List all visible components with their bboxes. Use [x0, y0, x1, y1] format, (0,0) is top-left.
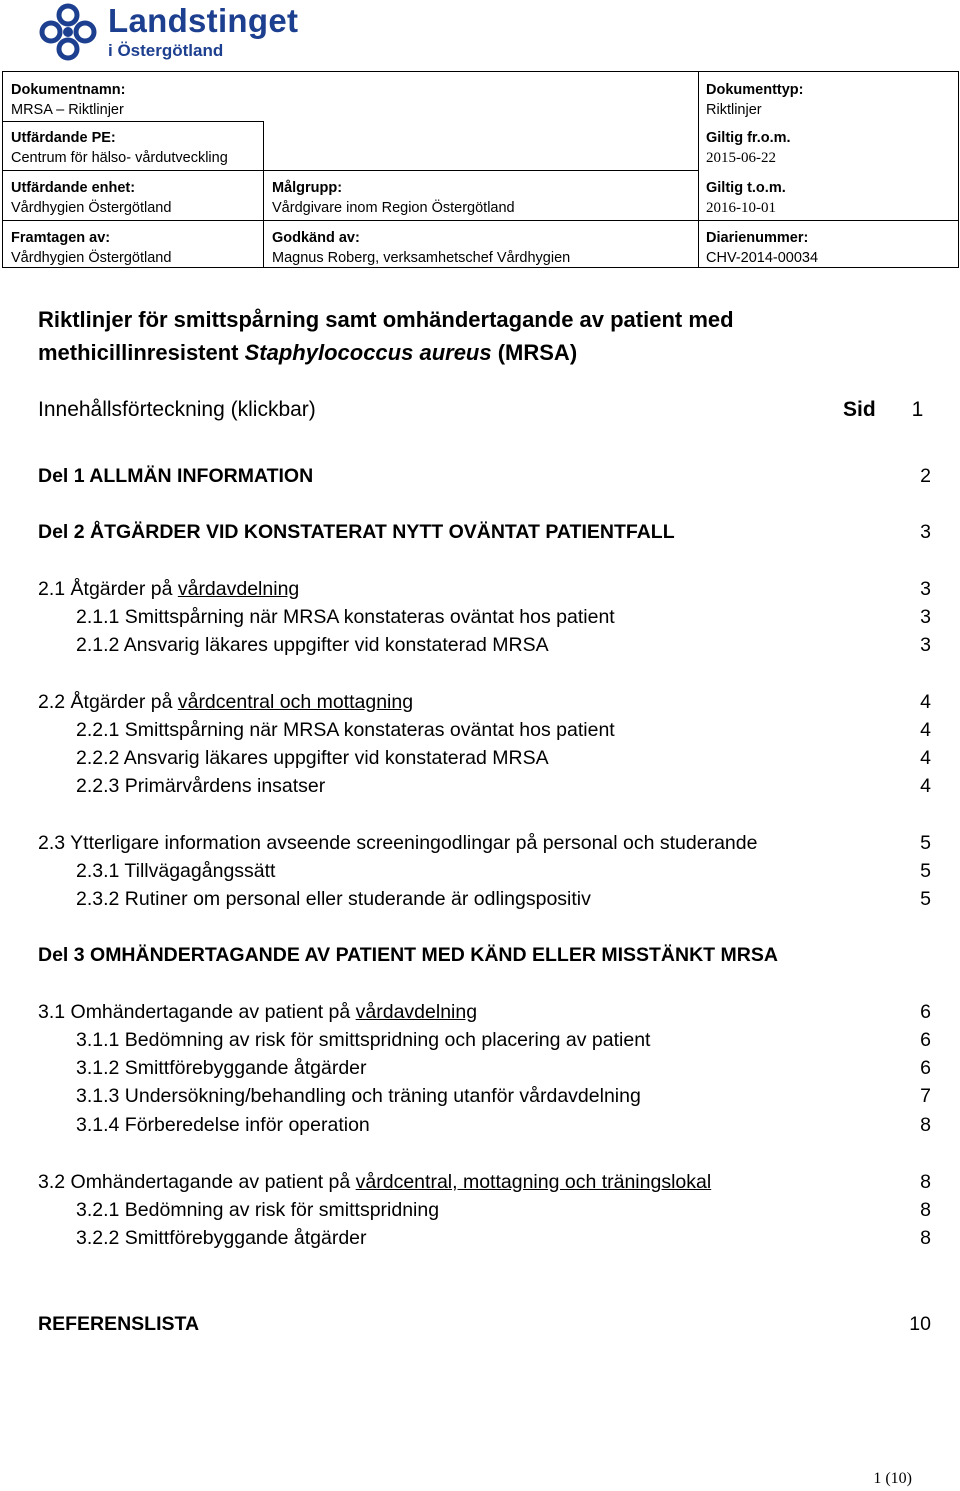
toc-entry-label: 2.2.1 Smittspårning när MRSA konstateras oväntat hos patient	[76, 719, 615, 741]
toc-entry-page: 8	[920, 1114, 931, 1136]
toc-entry-page: 4	[920, 775, 931, 797]
toc-entry-page: 8	[920, 1227, 931, 1249]
toc-entry-label: 3.1.4 Förberedelse inför operation	[76, 1114, 370, 1136]
toc-entry[interactable]	[76, 1197, 439, 1223]
toc-entry-page: 3	[920, 521, 931, 543]
toc-entry[interactable]	[76, 745, 549, 771]
toc-entry[interactable]	[38, 1311, 199, 1337]
toc-entry[interactable]	[76, 886, 591, 912]
toc-entry-label: REFERENSLISTA	[38, 1313, 200, 1335]
toc-entry-label: 2.2.2 Ansvarig läkares uppgifter vid konstaterad MRSA	[76, 747, 549, 769]
toc-entry[interactable]	[76, 1055, 367, 1081]
toc-entry-label: 3.2 Omhändertagande av patient på	[38, 1171, 356, 1193]
framtagen-label: Framtagen av:	[11, 230, 111, 246]
giltig-from-label: Giltig fr.o.m.	[706, 130, 791, 146]
utfardande-enhet-cell	[11, 178, 171, 218]
title-line-2-italic: Staphylococcus aureus	[244, 340, 492, 365]
toc-entry[interactable]	[76, 858, 275, 884]
toc-entry-link[interactable]: vårdavdelning	[355, 1001, 478, 1023]
toc-entry-page: 6	[920, 1001, 931, 1023]
utfardande-enhet-label: Utfärdande enhet:	[11, 180, 136, 196]
toc-entry-label: 3.1.3 Undersökning/behandling och träning utanför vårdavdelning	[76, 1085, 641, 1107]
toc-entry-label: 2.1.2 Ansvarig läkares uppgifter vid konstaterad MRSA	[76, 634, 549, 656]
title-line-1: Riktlinjer för smittspårning samt omhändertagande av patient med	[38, 307, 734, 332]
title-line-2-suffix: (MRSA)	[491, 340, 578, 365]
toc-sid-label: Sid	[843, 398, 876, 421]
toc-entry-label: 3.1 Omhändertagande av patient på	[38, 1001, 356, 1023]
toc-entry[interactable]	[38, 519, 675, 545]
toc-entry-label: Del 2 ÅTGÄRDER VID KONSTATERAT NYTT OVÄNTAT PATIENTFALL	[38, 521, 675, 543]
giltig-from-cell	[706, 128, 791, 168]
godkand-cell	[272, 228, 570, 268]
toc-entry-label: 2.3 Ytterligare information avseende screeningodlingar på personal och studerande	[38, 832, 758, 854]
toc-sid-value: 1	[911, 398, 924, 421]
document-title	[38, 303, 918, 369]
toc-sid	[843, 398, 923, 422]
utfardande-pe-value: Centrum för hälso- vårdutveckling	[11, 150, 228, 166]
giltig-from-value: 2015-06-22	[706, 150, 776, 166]
toc-entry[interactable]	[38, 1169, 711, 1195]
toc-entry-link[interactable]: vårdcentral och mottagning	[177, 691, 414, 713]
dokumentnamn-cell	[11, 80, 125, 120]
giltig-tom-label: Giltig t.o.m.	[706, 180, 786, 196]
toc-entry-page: 3	[920, 606, 931, 628]
toc-entry[interactable]	[76, 1083, 641, 1109]
toc-entry-label: 2.1.1 Smittspårning när MRSA konstateras oväntat hos patient	[76, 606, 615, 628]
toc-entry[interactable]	[38, 463, 313, 489]
toc-entry-label: 3.1.2 Smittförebyggande åtgärder	[76, 1057, 367, 1079]
title-line-2	[38, 336, 918, 369]
logo-subname: i Östergötland	[108, 41, 224, 60]
toc-heading: Innehållsförteckning (klickbar)	[38, 398, 316, 421]
diarienummer-cell	[706, 228, 818, 268]
toc-entry-page: 4	[920, 719, 931, 741]
toc-entry[interactable]	[38, 689, 413, 715]
toc-entry-label: 2.2 Åtgärder på	[38, 691, 178, 713]
toc-entry[interactable]	[76, 632, 549, 658]
toc-entry[interactable]	[76, 604, 615, 630]
toc-entry-label: 2.3.1 Tillvägagångssätt	[76, 860, 276, 882]
godkand-value: Magnus Roberg, verksamhetschef Vårdhygien	[272, 250, 571, 266]
toc-entry-link[interactable]: vårdavdelning	[177, 578, 300, 600]
toc-entry-page: 4	[920, 691, 931, 713]
toc-entry-label: Del 1 ALLMÄN INFORMATION	[38, 465, 314, 487]
dokumentnamn-label: Dokumentnamn:	[11, 82, 126, 98]
toc-entry[interactable]	[38, 999, 477, 1025]
toc-entry-page: 2	[920, 465, 931, 487]
toc-entry-page: 8	[920, 1199, 931, 1221]
toc-entry[interactable]	[38, 576, 299, 602]
toc-entry-page: 4	[920, 747, 931, 769]
giltig-tom-value: 2016-10-01	[706, 200, 776, 216]
toc-entry-label: 2.3.2 Rutiner om personal eller studerande är odlingspositiv	[76, 888, 591, 910]
title-line-2-prefix: methicillinresistent	[38, 340, 245, 365]
malgrupp-value: Vårdgivare inom Region Östergötland	[272, 200, 515, 216]
dokumenttyp-label: Dokumenttyp:	[706, 82, 804, 98]
toc-entry-label: 2.1 Åtgärder på	[38, 578, 178, 600]
toc-entry[interactable]	[76, 1112, 370, 1138]
giltig-tom-cell	[706, 178, 786, 218]
toc-entry[interactable]	[38, 830, 757, 856]
toc-entry-label: 2.2.3 Primärvårdens insatser	[76, 775, 326, 797]
toc-entry-page: 6	[920, 1057, 931, 1079]
framtagen-cell	[11, 228, 171, 268]
toc-entry-page: 5	[920, 888, 931, 910]
framtagen-value: Vårdhygien Östergötland	[11, 250, 172, 266]
toc-entry-label: 3.1.1 Bedömning av risk för smittspridning och placering av patient	[76, 1029, 651, 1051]
toc-entry[interactable]	[76, 717, 615, 743]
toc-entry-page: 6	[920, 1029, 931, 1051]
toc-entry-page: 5	[920, 832, 931, 854]
toc-entry-page: 10	[909, 1313, 931, 1335]
toc-entry[interactable]	[76, 1225, 367, 1251]
logo-name: Landstinget	[108, 2, 299, 39]
page-number: 1 (10)	[873, 1470, 912, 1487]
toc-entry-page: 8	[920, 1171, 931, 1193]
utfardande-pe-label: Utfärdande PE:	[11, 130, 116, 146]
toc-entry-label: 3.2.1 Bedömning av risk för smittspridning	[76, 1199, 440, 1221]
document-header-table	[2, 71, 959, 268]
landstinget-logo	[38, 0, 318, 66]
toc-entry-page: 7	[920, 1085, 931, 1107]
dokumentnamn-value: MRSA – Riktlinjer	[11, 102, 124, 118]
malgrupp-label: Målgrupp:	[272, 180, 343, 196]
toc-entry-label: Del 3 OMHÄNDERTAGANDE AV PATIENT MED KÄND ELLER MISSTÄNKT MRSA	[38, 944, 778, 966]
toc-entry-page: 3	[920, 634, 931, 656]
toc-entry[interactable]	[76, 1027, 650, 1053]
dokumenttyp-cell	[706, 80, 803, 120]
toc-entry-page: 5	[920, 860, 931, 882]
toc-entry[interactable]	[76, 773, 325, 799]
godkand-label: Godkänd av:	[272, 230, 360, 246]
diarienummer-value: CHV-2014-00034	[706, 250, 819, 266]
diarienummer-label: Diarienummer:	[706, 230, 809, 246]
flower-emblem-icon	[38, 2, 98, 62]
utfardande-enhet-value: Vårdhygien Östergötland	[11, 200, 172, 216]
toc-entry[interactable]	[38, 942, 778, 968]
toc-entry-label: 3.2.2 Smittförebyggande åtgärder	[76, 1227, 367, 1249]
malgrupp-cell	[272, 178, 515, 218]
toc-entry-page: 3	[920, 578, 931, 600]
utfardande-pe-cell	[11, 128, 228, 168]
toc-entry-link[interactable]: vårdcentral, mottagning och träningslokal	[355, 1171, 712, 1193]
dokumenttyp-value: Riktlinjer	[706, 102, 762, 118]
